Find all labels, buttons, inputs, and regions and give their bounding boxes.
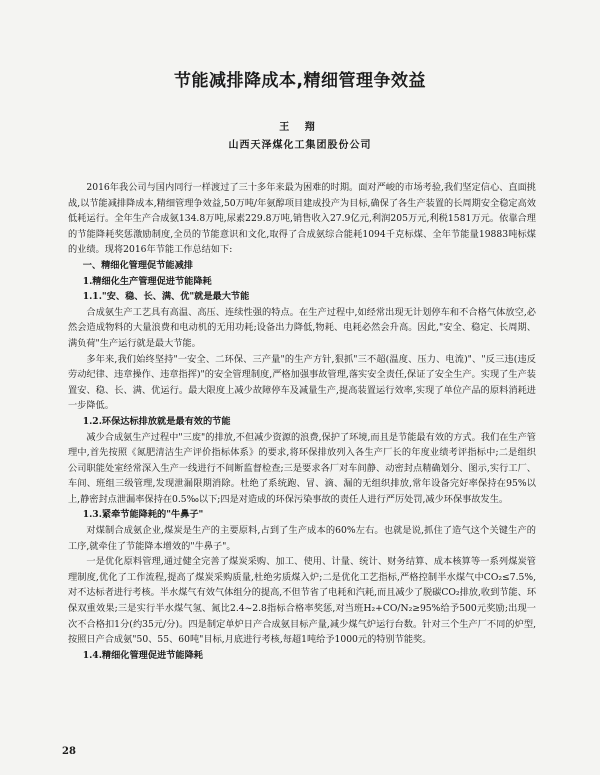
intro-paragraph: 2016年我公司与国内同行一样渡过了三十多年来最为困难的时期。面对严峻的市场考验,我们坚定信心、直面挑战,以节能减排降成本,精细管理争效益,50万吨/年氨醇项目建成投产为目标,确保了各生产装置的长周期安全稳定高效低耗运行。全年生产合成氨134.8万吨,尿素229.8万吨,销售收入27.9亿元,利润205万元,利税1581万元。依靠合理的节能降耗奖惩激励制度,全员的节能意识和文化,取得了合成氨综合能耗1094千克标煤、全年节能量19883吨标煤的业绩。现将2016年节能工作总结如下:	[68, 182, 536, 256]
page-number: 28	[62, 746, 76, 757]
article-body	[68, 180, 536, 663]
sub-subsection-heading: 1.3.紧牵节能降耗的"牛鼻子"	[82, 509, 204, 521]
body-paragraph: 一是优化原料管理,通过健全完善了煤炭采购、加工、使用、计量、统计、财务结算、成本核算等一系列煤炭管理制度,优化了工作流程,提高了煤炭采购质量,杜绝劣质煤入炉;二是优化工艺指标,严格控制半水煤气中CO₂≤7.5%,对不达标者进行考核。半水煤气有效气体组分的提高,不但节省了电耗和汽耗,而且减少了脱碳CO₂排放,收到节能、环保双重效果;三是实行半水煤气氢、氮比2.4~2.8指标合格率奖惩,对当班H₂+CO/N₂≥95%给予500元奖励;出现一次不合格扣1分(约35元/分)。四是制定单炉日产合成氨目标产量,减少煤气炉运行台数。针对三个生产厂不同的炉型,按照日产合成氨"50、55、60吨"目标,月底进行考核,每超1吨给予1000元的特别节能奖。	[68, 556, 537, 646]
article-author: 王 翔	[279, 122, 321, 133]
section-heading: 一、精细化管理促节能减排	[82, 259, 193, 271]
body-paragraph: 多年来,我们始终坚持"一安全、二环保、三产量"的生产方针,狠抓"三不超(温度、压力、电流)"、"反三违(违反劳动纪律、违章操作、违章指挥)"的安全管理制度,严格加强事故管理,落实安全责任,保证了安全生产。实现了生产装置安、稳、长、满、优运行。最大限度上减少故障停车及减量生产,提高装置运行效率,实现了单位产品的原料消耗进一步降低。	[68, 353, 536, 412]
body-paragraph: 减少合成氨生产过程中"三废"的排放,不但减少资源的浪费,保护了环境,而且是节能最有效的方式。我们在生产管理中,首先按照《氮肥清洁生产评价指标体系》的要求,将环保排放列入各生产厂长的年度业绩考评指标中;二是组织公司职能处室经常深入生产一线进行不间断监督检查;三是要求各厂对车间静、动密封点精确划分、图示,实行工厂、车间、班组三级管理,发现泄漏限期消除。杜绝了系统跑、冒、滴、漏的无组织排放,常年设备完好率保持在95%以上,静密封点泄漏率保持在0.5‰以下;四是对造成的环保污染事故的责任人进行严厉处罚,减少环保事故发生。	[68, 431, 536, 505]
article-title: 节能减排降成本,精细管理争效益	[174, 71, 426, 91]
body-paragraph: 对煤制合成氨企业,煤炭是生产的主要原料,占到了生产成本的60%左右。也就是说,抓住了造气这个关键生产的工序,就牵住了节能降本增效的"牛鼻子"。	[68, 525, 536, 552]
sub-subsection-heading: 1.2.环保达标排放就是最有效的节能	[82, 415, 231, 427]
sub-subsection-heading: 1.1."安、稳、长、满、优"就是最大节能	[82, 291, 250, 303]
body-paragraph: 合成氨生产工艺具有高温、高压、连续性强的特点。在生产过程中,如经常出现无计划停车和不合格气体放空,必然会造成物料的大量浪费和电动机的无用功耗;设备出力降低,物耗、电耗必然会升高。因此,"安全、稳定、长周期、满负荷"生产运行就是最大节能。	[68, 306, 536, 349]
sub-subsection-heading: 1.4.精细化管理促进节能降耗	[82, 649, 203, 661]
article-affiliation: 山西天泽煤化工集团股份公司	[228, 140, 372, 151]
subsection-heading: 1.精细化生产管理促进节能降耗	[82, 275, 212, 287]
